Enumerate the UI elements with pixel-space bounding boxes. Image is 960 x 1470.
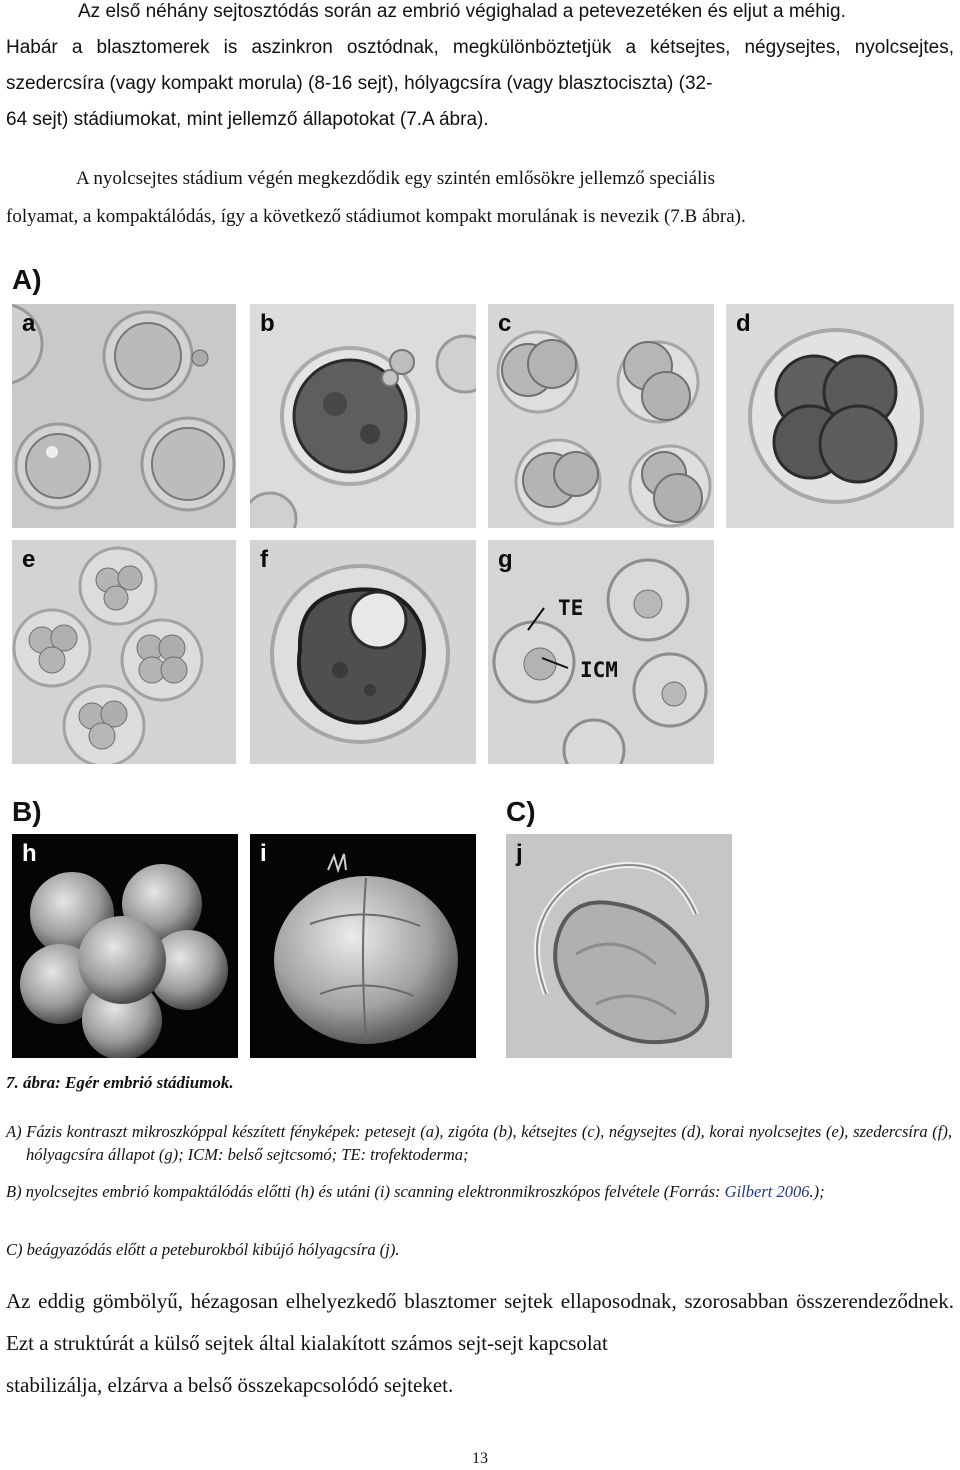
caption-c (6, 1238, 952, 1261)
panel-b-label: b (260, 310, 275, 337)
caption-b-prefix: B) nyolcsejtes embrió kompaktálódás előtti (h) és utáni (i) scanning elektronmikroszkópos felvétele (Forrás: (6, 1182, 725, 1201)
figure-caption-title: 7. ábra: Egér embrió stádiumok. (6, 1073, 234, 1092)
closing-paragraph (6, 1280, 954, 1364)
icm-annotation: ICM (580, 658, 618, 682)
morula-micrograph (250, 540, 476, 764)
gilbert-link[interactable]: Gilbert 2006 (724, 1182, 810, 1201)
blastocyst-micrograph (488, 540, 714, 764)
panel-i-label: i (260, 840, 267, 867)
precompaction-sem-image (12, 834, 238, 1058)
intro-paragraph-2 (6, 160, 954, 198)
intro-paragraph-1-last: 64 sejt) stádiumokat, mint jellemző állapotokat (7.A ábra). (6, 109, 489, 130)
caption-a-text: A) Fázis kontraszt mikroszkóppal készített fényképek: petesejt (a), zigóta (b), kétsejtes (c), négysejtes (d), korai nyolcsejtes (e), szedercsíra (f), hólyagcsíra állapot (g); ICM: belső sejtcsomó; TE: trofektoderma; (6, 1122, 952, 1164)
panel-j-label: j (516, 840, 523, 867)
intro-line-text: Az első néhány sejtosztódás során az embrió végighalad a petevezetéken és eljut a méhig. (78, 1, 846, 22)
intro-paragraph-2-last-text: folyamat, a kompaktálódás, így a következő stádiumot kompakt morulának is nevezik (7.B ábra). (6, 206, 746, 227)
panel-a-oocytes (12, 304, 236, 528)
te-annotation: TE (558, 596, 584, 620)
panel-g-label: g (498, 546, 513, 573)
section-a-label: A) (12, 264, 42, 295)
caption-b (6, 1180, 952, 1203)
intro-line (6, 0, 954, 30)
panel-e-label: e (22, 546, 36, 573)
panel-d-label: d (736, 310, 751, 337)
panel-j-hatching-blastocyst (506, 834, 732, 1058)
early-eight-cell-micrograph (12, 540, 236, 764)
hatching-blastocyst-micrograph (506, 834, 732, 1058)
two-cell-micrograph (488, 304, 714, 528)
four-cell-micrograph (726, 304, 954, 528)
panel-f-label: f (260, 546, 268, 573)
embryo-stages-figure (8, 254, 954, 1066)
section-c-label: C) (506, 796, 536, 827)
panel-h-label: h (22, 840, 37, 867)
panel-f-morula (250, 540, 476, 764)
caption-b-text (6, 1180, 952, 1203)
panel-h-precompaction-sem (12, 834, 238, 1058)
intro-paragraph-1 (6, 30, 954, 138)
section-b-label: B) (12, 796, 42, 827)
caption-c-text: C) beágyazódás előtt a peteburokból kibújó hólyagcsíra (j). (6, 1240, 400, 1259)
page-number: 13 (472, 1450, 488, 1467)
intro-paragraph-2-text: A nyolcsejtes stádium végén megkezdődik egy szintén emlősökre jellemző speciális (76, 168, 715, 189)
closing-paragraph-last-text: stabilizálja, elzárva a belső összekapcsolódó sejteket. (6, 1373, 454, 1397)
caption-a (6, 1120, 952, 1166)
panel-d-four-cell (726, 304, 954, 528)
intro-paragraph-1-text: Habár a blasztomerek is aszinkron osztódnak, megkülönböztetjük a kétsejtes, négysejtes, nyolcsejtes, szedercsíra (vagy kompakt morula) (8-16 sejt), hólyagcsíra (vagy blasztociszta) (32- (6, 37, 954, 94)
panel-b-zygote (250, 304, 476, 528)
intro-paragraph-2-last (6, 198, 954, 236)
oocytes-micrograph (12, 304, 236, 528)
panel-i-compacted-sem (250, 834, 476, 1058)
panel-c-label: c (498, 310, 512, 337)
panel-c-two-cell (488, 304, 714, 528)
panel-e-early-eight-cell (12, 540, 236, 764)
closing-paragraph-text: Az eddig gömbölyű, hézagosan elhelyezkedő blasztomer sejtek ellaposodnak, szorosabban összerendeződnek. Ezt a struktúrát a külső sejtek által kialakított számos sejt-sejt kapcsolat (6, 1289, 954, 1355)
caption-b-suffix: .); (809, 1182, 825, 1201)
compacted-sem-image (250, 834, 476, 1058)
panel-g-blastocyst (488, 540, 714, 764)
closing-paragraph-last (6, 1364, 954, 1406)
panel-a-label: a (22, 310, 36, 337)
zygote-micrograph (250, 304, 476, 528)
